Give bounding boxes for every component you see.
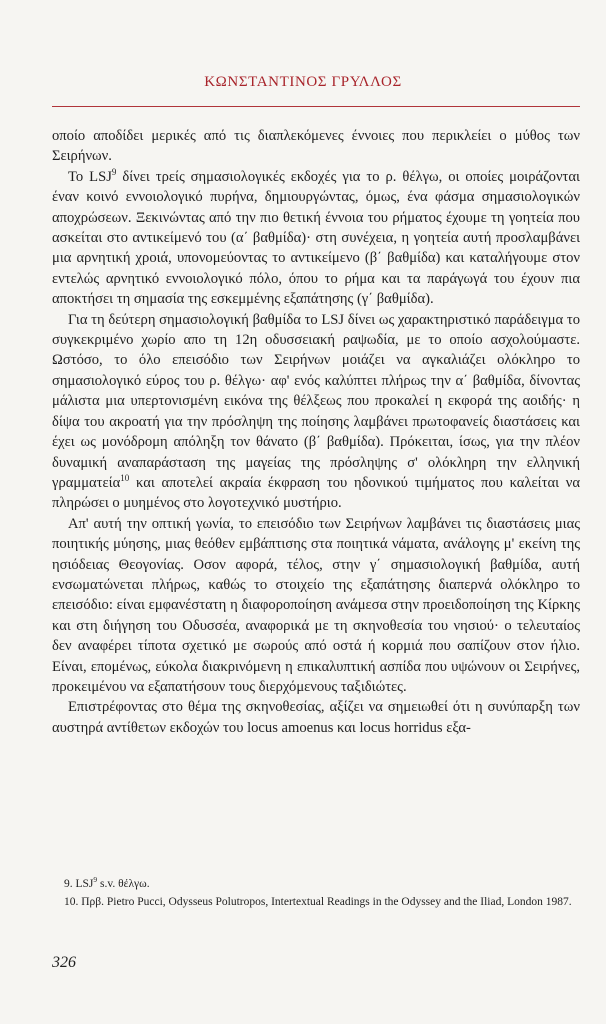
paragraph-5: Επιστρέφοντας στο θέμα της σκηνοθεσίας, αξίζει να σημειωθεί ότι η συνύπαρξη των αυστηρά αντίθετων εκδοχών του locus amoenus και locus horridus εξα- <box>52 699 580 736</box>
page-number: 326 <box>52 954 76 971</box>
body-text <box>52 126 580 738</box>
paragraph-2-rest: δίνει τρείς σημασιολογικές εκδοχές για το ρ. θέλγω, οι οποίες μοιράζονται έναν κοινό εννοιολογικό πυρήνα, δημιουργώντας, όμως, ένα φάσμα σημασιολογικών αποχρώσεων. Ξεκινώντας από την πιο θετική έννοια του ρήματος έχουμε τη γοητεία που ασκείται στο αντικείμενό του (α΄ βαθμίδα)· στη συνέχεια, η γοητεία αυτή προσλαμβάνει μια αρνητική χροιά, υπονομεύοντας το αντικείμενο (β΄ βαθμίδα) και καταλήγουμε στον εντελώς αρνητικό εννοιολογικό πόλο, όπου το ρήμα και τα παράγωγά του έχουν πια αποκτήσει τη σημασία της εσκεμμένης εξαπάτησης (γ΄ βαθμίδα). <box>52 168 580 308</box>
paragraph-2 <box>52 167 580 310</box>
header-rule <box>52 106 580 107</box>
footnote-ref-9: 9 <box>111 166 117 177</box>
footnotes <box>52 876 580 912</box>
footnote-9-text: s.v. θέλγω. <box>97 878 150 890</box>
paragraph-3 <box>52 310 580 514</box>
paragraph-3-lead: Για τη δεύτερη σημασιολογική βαθμίδα το LSJ δίνει ως χαρακτηριστικό παράδειγμα το συγκεκριμένο χωρίο απο τη 12η οδυσσειακή ραψωδία, με το οποίο ασχολούμαστε. Ωστόσο, το όλο επεισόδιο των Σειρήνων μοιάζει να αγκαλιάζει ολόκληρο το σημασιολογικό εύρος του ρ. θέλγω· αφ' ενός καλύπτει πλήρως την α΄ βαθμίδα, δίνοντας μάλιστα μια υπερτονισμένη εικόνα της θέλξεως που προκαλεί η εκφορά της αοιδής· η δίψα του ακροατή για την πρόσληψη της ποίησης λαμβάνει πρωτοφανείς διαστάσεις και έχει ως μονόδρομη απόληξη τον θάνατο (β΄ βαθμίδα). Πρόκειται, ίσως, για την πλέον δυναμική αναπαράσταση της μαγείας της πρόσληψης σ' ολόκληρη την ελληνική γραμματεία <box>52 311 580 491</box>
running-head-author: ΚΩΝΣΤΑΝΤΙΝΟΣ ΓΡΥΛΛΟΣ <box>204 74 402 90</box>
footnote-10: 10. Πρβ. Pietro Pucci, Odysseus Polutropos, Intertextual Readings in the Odyssey and the Iliad, London 1987. <box>64 896 572 908</box>
footnote-9 <box>52 876 580 892</box>
footnote-ref-10: 10 <box>120 473 130 484</box>
footnote-9-label: 9. LSJ <box>64 878 94 890</box>
footnote-9-sup: 9 <box>93 875 98 885</box>
paragraph-4: Απ' αυτή την οπτική γωνία, το επεισόδιο των Σειρήνων λαμβάνει τις διαστάσεις μιας ποιητικής μύησης, μιας θεόθεν εμβάπτισης στα ποιητικά νάματα, ανάλογης μ' εκείνη της ησιόδειας Θεογονίας. Οσον αφορά, τέλος, στην γ΄ σημασιολογική βαθμίδα, αυτή ενσωματώνεται πλήρως, καθώς το στοιχείο της εξαπάτησης διαπερνά ολόκληρο το επεισόδιο: είναι εμφανέστατη η διαφοροποίηση ανάμεσα στην προειδοποίηση της Κίρκης και στη διήγηση του Οδυσσέα, αναφορικά με τη σκηνοθεσία του νησιού· ο τελευταίος δεν αναφέρει τίποτα σχετικό με σωρούς από οστά ή κορμιά που σαπίζουν στον ήλιο. Είναι, επομένως, εύκολα διακρινόμενη η επικαλυπτική ασπίδα που υψώνουν οι Σειρήνες, προκειμένου να εξαπατήσουν τους διερχόμενους ταξιδιώτες. <box>52 515 580 695</box>
paragraph-1: οποίο αποδίδει μερικές από τις διαπλεκόμενες έννοιες που περικλείει ο μύθος των Σειρήνων. <box>52 128 580 165</box>
paragraph-2-lead: Το LSJ <box>68 168 112 185</box>
paragraph-3-rest: και αποτελεί ακραία έκφραση του ηδονικού τιμήματος που καλείται να πληρώσει ο μυημένος στο λογοτεχνικό μυστήριο. <box>52 474 580 512</box>
